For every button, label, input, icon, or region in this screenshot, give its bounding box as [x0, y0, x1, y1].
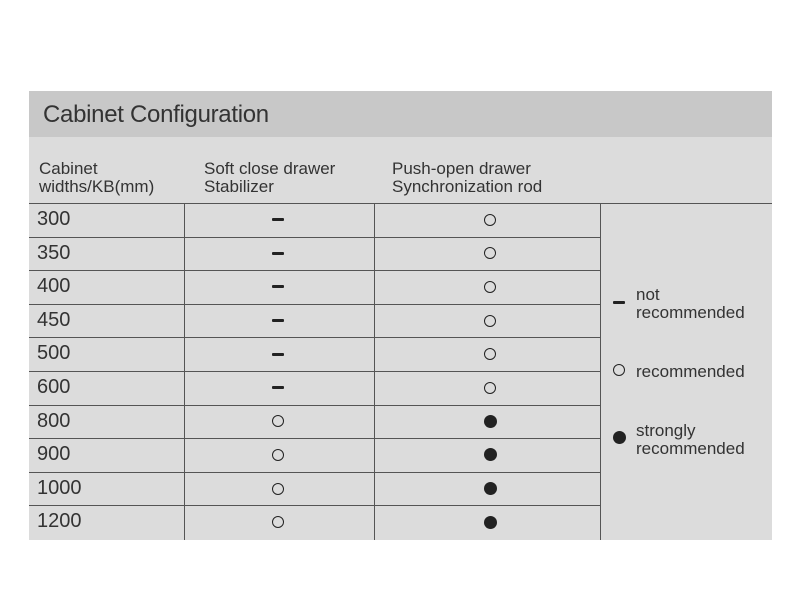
table-row	[29, 405, 600, 438]
title-bar	[29, 91, 772, 137]
column-divider	[184, 203, 185, 540]
row-divider	[29, 337, 600, 338]
table-row	[29, 270, 600, 303]
dash-icon	[272, 386, 284, 389]
ring-icon	[484, 382, 496, 394]
ring-icon	[484, 348, 496, 360]
cabinet-width-cell: 1200	[37, 510, 82, 533]
dot-icon	[484, 516, 497, 529]
dash-icon	[272, 285, 284, 288]
ring-icon	[484, 315, 496, 327]
dot-icon	[613, 431, 626, 444]
table-row	[29, 505, 600, 538]
ring-icon	[272, 415, 284, 427]
row-divider	[29, 438, 600, 439]
header-stabilizer: Soft close drawer Stabilizer	[204, 159, 336, 196]
legend-label: recommended	[636, 362, 745, 381]
cabinet-width-cell: 300	[37, 208, 71, 230]
table-row	[29, 304, 600, 337]
row-divider	[29, 472, 600, 473]
header-cabinet-widths: Cabinet widths/KB(mm)	[39, 159, 155, 196]
ring-icon	[613, 364, 625, 376]
row-divider	[29, 304, 600, 305]
row-divider	[29, 505, 600, 506]
ring-icon	[484, 214, 496, 226]
table-row	[29, 472, 600, 505]
ring-icon	[484, 281, 496, 293]
header-synchronization-rod: Push-open drawer Synchronization rod	[392, 159, 543, 196]
legend-label: not recommended	[636, 285, 745, 322]
dash-icon	[272, 218, 284, 221]
row-divider	[29, 405, 600, 406]
row-divider	[29, 371, 600, 372]
cabinet-width-cell: 350	[37, 241, 71, 264]
dash-icon	[272, 319, 284, 322]
legend-label: strongly recommended	[636, 421, 745, 458]
cabinet-width-cell: 450	[37, 308, 71, 331]
ring-icon	[272, 449, 284, 461]
dot-icon	[484, 448, 497, 461]
table-row	[29, 203, 600, 236]
table-row	[29, 337, 600, 370]
table-row	[29, 237, 600, 270]
dash-icon	[272, 252, 284, 255]
ring-icon	[272, 516, 284, 528]
cabinet-width-cell: 600	[37, 376, 71, 398]
dash-icon	[613, 301, 625, 304]
ring-icon	[272, 483, 284, 495]
dot-icon	[484, 415, 497, 428]
table-title: Cabinet Configuration	[43, 101, 269, 128]
configuration-table	[29, 91, 772, 540]
cabinet-width-cell: 1000	[37, 476, 82, 499]
ring-icon	[484, 247, 496, 259]
row-divider	[29, 270, 600, 271]
legend-divider	[600, 203, 601, 540]
row-divider	[29, 237, 600, 238]
column-divider	[374, 203, 375, 540]
cabinet-width-cell: 900	[37, 443, 71, 466]
dot-icon	[484, 482, 497, 495]
cabinet-width-cell: 400	[37, 275, 71, 298]
table-row	[29, 438, 600, 471]
cabinet-width-cell: 500	[37, 342, 71, 365]
table-row	[29, 371, 600, 404]
cabinet-width-cell: 800	[37, 409, 71, 432]
dash-icon	[272, 353, 284, 356]
